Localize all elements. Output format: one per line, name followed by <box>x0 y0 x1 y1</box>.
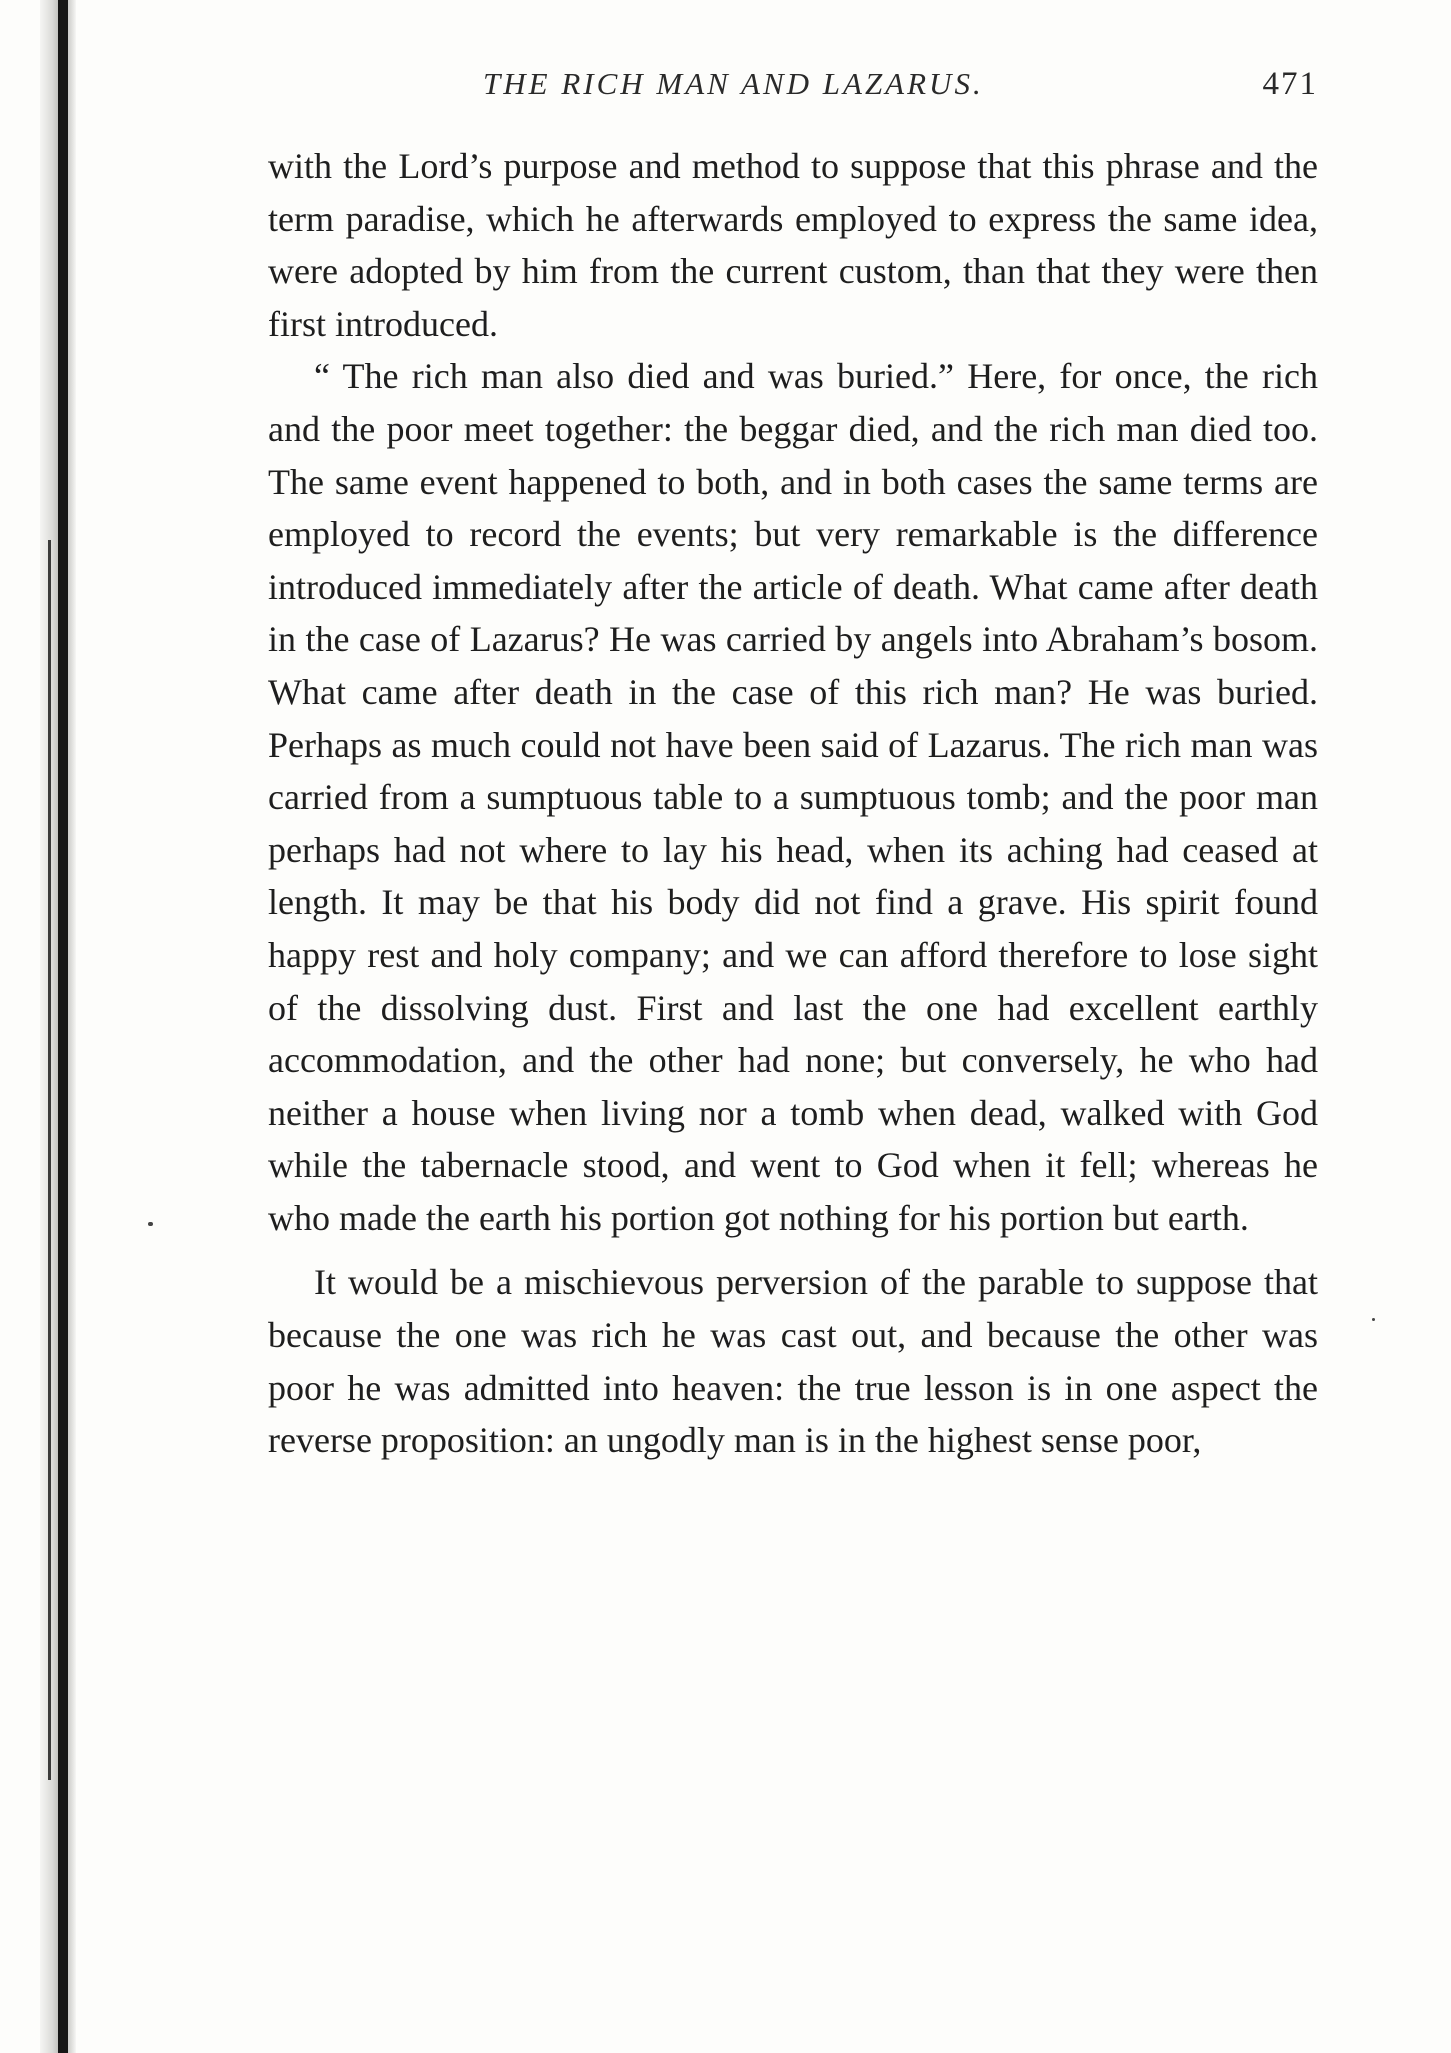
scan-speck <box>148 1222 153 1226</box>
body-text <box>268 140 1318 1467</box>
binding-shadow <box>58 0 68 2053</box>
paragraph: It would be a mischievous perversion of the parable to suppose that because the one was rich he was cast out, and because the other was poor he was admitted into heaven: the true lesson is in one aspect the reverse proposition: an ungodly man is in the highest sense poor, <box>268 1262 1318 1461</box>
paragraph: “ The rich man also died and was buried.” Here, for once, the rich and the poor meet together: the beggar died, and the rich man died too. The same event happened to both, and in both cases the same terms are employed to record the events; but very remarkable is the difference introduced immediately after the article of death. What came after death in the case of Lazarus? He was carried by angels into Abraham’s bosom. What came after death in the case of this rich man? He was buried. Perhaps as much could not have been said of Lazarus. The rich man was carried from a sumptuous table to a sumptuous tomb; and the poor man perhaps had not where to lay his head, when its aching had ceased at length. It may be that his body did not find a grave. His spirit found happy rest and holy company; and we can afford therefore to lose sight of the dissolving dust. First and last the one had excellent earthly accommodation, and the other had none; but conversely, he who had neither a house when living nor a tomb when dead, walked with God while the tabernacle stood, and went to God when it fell; whereas he who made the earth his portion got nothing for his portion but earth. <box>268 356 1318 1238</box>
scan-speck <box>1372 1318 1375 1321</box>
binding-thread <box>48 540 51 1780</box>
paragraph: with the Lord’s purpose and method to suppose that this phrase and the term paradise, which he afterwards employed to express the same idea, were adopted by him from the current custom, than that they were then first introduced. <box>268 146 1318 344</box>
running-title: THE RICH MAN AND LAZARUS. <box>483 66 984 101</box>
running-head <box>268 62 1318 112</box>
page-number: 471 <box>1262 66 1318 102</box>
